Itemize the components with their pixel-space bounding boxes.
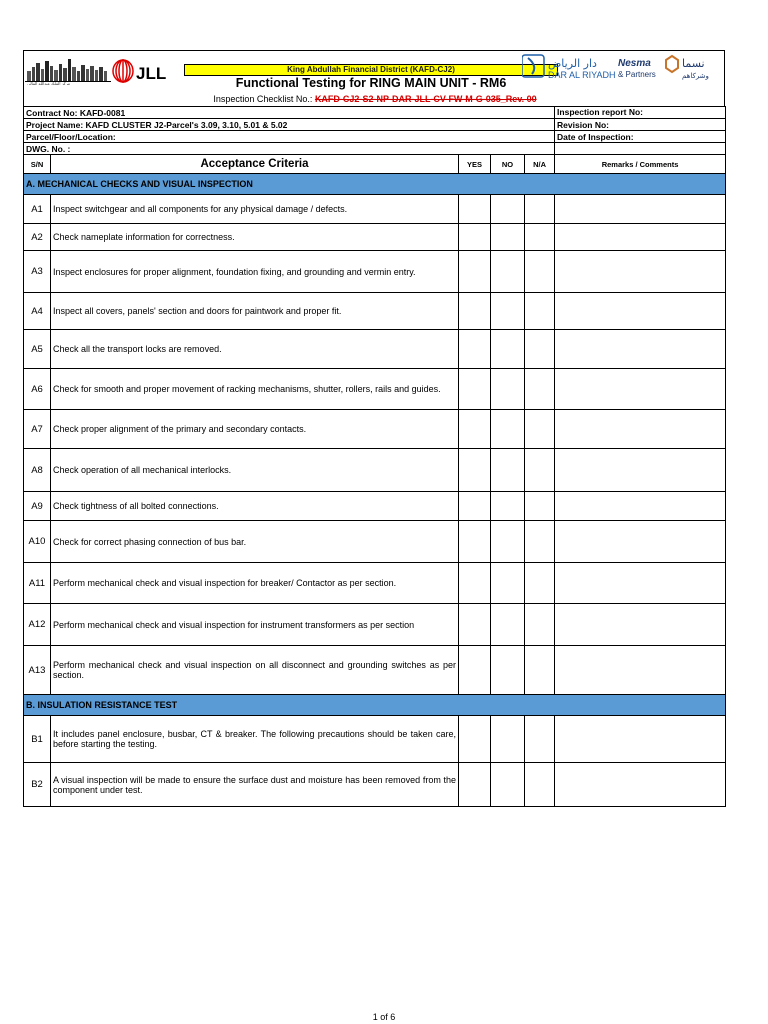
checklist-item-row [24, 410, 726, 449]
item-criteria-text: Perform mechanical check and visual inspection on all disconnect and grounding switches as per section. [51, 646, 459, 695]
col-yes: YES [459, 155, 491, 174]
column-header-row [24, 155, 726, 174]
item-no-cell[interactable] [491, 449, 525, 492]
item-yes-cell[interactable] [459, 195, 491, 224]
item-sn: A8 [24, 449, 51, 492]
dar-english-name: DAR AL RIYADH [548, 70, 616, 80]
item-yes-cell[interactable] [459, 293, 491, 330]
item-na-cell[interactable] [525, 716, 555, 763]
item-remarks-cell[interactable] [555, 716, 726, 763]
item-yes-cell[interactable] [459, 521, 491, 563]
item-sn: A10 [24, 521, 51, 563]
checklist-item-row [24, 224, 726, 251]
item-na-cell[interactable] [525, 449, 555, 492]
item-sn: A6 [24, 369, 51, 410]
item-no-cell[interactable] [491, 604, 525, 646]
item-remarks-cell[interactable] [555, 646, 726, 695]
item-remarks-cell[interactable] [555, 410, 726, 449]
item-na-cell[interactable] [525, 251, 555, 293]
item-remarks-cell[interactable] [555, 330, 726, 369]
item-criteria-text: A visual inspection will be made to ensure the surface dust and moisture has been removed from the component under test. [51, 763, 459, 807]
item-no-cell[interactable] [491, 330, 525, 369]
item-na-cell[interactable] [525, 224, 555, 251]
item-yes-cell[interactable] [459, 251, 491, 293]
nesma-arabic-sub: وشركاهم [682, 72, 709, 80]
item-na-cell[interactable] [525, 293, 555, 330]
item-na-cell[interactable] [525, 563, 555, 604]
item-no-cell[interactable] [491, 410, 525, 449]
parcel-location-field[interactable]: Parcel/Floor/Location: [24, 131, 555, 143]
item-sn: A11 [24, 563, 51, 604]
section-header [24, 174, 726, 195]
item-criteria-text: Check for smooth and proper movement of racking mechanisms, shutter, rollers, rails and guides. [51, 369, 459, 410]
checklist-item-row [24, 369, 726, 410]
item-no-cell[interactable] [491, 763, 525, 807]
item-na-cell[interactable] [525, 763, 555, 807]
item-criteria-text: Inspect switchgear and all components for any physical damage / defects. [51, 195, 459, 224]
checklist-item-row [24, 251, 726, 293]
item-remarks-cell[interactable] [555, 763, 726, 807]
item-no-cell[interactable] [491, 195, 525, 224]
nesma-hexagon-icon [666, 56, 678, 72]
kafd-jll-logo [25, 57, 185, 85]
item-sn: A5 [24, 330, 51, 369]
item-yes-cell[interactable] [459, 369, 491, 410]
checklist-item-row [24, 763, 726, 807]
item-remarks-cell[interactable] [555, 604, 726, 646]
item-criteria-text: Check proper alignment of the primary and secondary contacts. [51, 410, 459, 449]
item-remarks-cell[interactable] [555, 521, 726, 563]
skyline-icon [25, 59, 111, 82]
checklist-number: KAFD-CJ2-S2-NP-DAR-JLL-CV-FW-M-G-035_Rev. 00 [314, 94, 537, 104]
document-header [23, 50, 725, 106]
item-sn: B2 [24, 763, 51, 807]
info-row-dwg [24, 143, 726, 155]
checklist-item-row [24, 521, 726, 563]
item-na-cell[interactable] [525, 604, 555, 646]
revision-field[interactable]: Revision No: [555, 119, 726, 131]
col-na: N/A [525, 155, 555, 174]
item-yes-cell[interactable] [459, 604, 491, 646]
item-criteria-text: Perform mechanical check and visual inspection for breaker/ Contactor as per section. [51, 563, 459, 604]
item-na-cell[interactable] [525, 330, 555, 369]
item-remarks-cell[interactable] [555, 369, 726, 410]
item-remarks-cell[interactable] [555, 563, 726, 604]
nesma-partners: & Partners [618, 70, 656, 79]
col-sn: S/N [24, 155, 51, 174]
item-na-cell[interactable] [525, 410, 555, 449]
dar-arabic-name: دار الرياض [548, 57, 597, 70]
dwg-blank-cell [555, 143, 726, 155]
item-yes-cell[interactable] [459, 330, 491, 369]
item-yes-cell[interactable] [459, 410, 491, 449]
item-remarks-cell[interactable] [555, 251, 726, 293]
item-yes-cell[interactable] [459, 492, 491, 521]
col-remarks: Remarks / Comments [555, 155, 726, 174]
jll-wordmark: JLL [136, 64, 167, 83]
item-criteria-text: Check for correct phasing connection of bus bar. [51, 521, 459, 563]
item-no-cell[interactable] [491, 369, 525, 410]
item-criteria-text: Inspect all covers, panels' section and doors for paintwork and proper fit. [51, 293, 459, 330]
dwg-number-field[interactable]: DWG. No. : [24, 143, 555, 155]
kafd-arabic-caption: مركز الملك عبدالله المالي [27, 81, 71, 85]
item-sn: A3 [24, 251, 51, 293]
item-criteria-text: Perform mechanical check and visual inspection for instrument transformers as per section [51, 604, 459, 646]
checklist-item-row [24, 492, 726, 521]
checklist-item-row [24, 563, 726, 604]
checklist-number-line [24, 93, 726, 105]
checklist-item-row [24, 330, 726, 369]
item-sn: A4 [24, 293, 51, 330]
inspection-report-field[interactable]: Inspection report No: [555, 107, 726, 119]
item-sn: A7 [24, 410, 51, 449]
section-title: B. INSULATION RESISTANCE TEST [24, 695, 726, 716]
dar-nesma-logo [522, 54, 722, 82]
info-row-project [24, 119, 726, 131]
item-remarks-cell[interactable] [555, 293, 726, 330]
checklist-sheet [23, 50, 725, 807]
item-sn: A1 [24, 195, 51, 224]
item-na-cell[interactable] [525, 195, 555, 224]
item-criteria-text: Inspect enclosures for proper alignment, foundation fixing, and grounding and vermin entry. [51, 251, 459, 293]
checklist-item-row [24, 716, 726, 763]
item-yes-cell[interactable] [459, 449, 491, 492]
item-no-cell[interactable] [491, 293, 525, 330]
item-criteria-text: Check operation of all mechanical interlocks. [51, 449, 459, 492]
checklist-label: Inspection Checklist No.: [213, 94, 313, 104]
checklist-item-row [24, 195, 726, 224]
item-sn: A9 [24, 492, 51, 521]
item-sn: A2 [24, 224, 51, 251]
item-sn: A12 [24, 604, 51, 646]
item-criteria-text: It includes panel enclosure, busbar, CT & breaker. The following precautions should be taken care, before starting the testing. [51, 716, 459, 763]
contract-number: Contract No: KAFD-0081 [24, 107, 555, 119]
item-yes-cell[interactable] [459, 224, 491, 251]
nesma-name: Nesma [618, 58, 651, 69]
item-criteria-text: Check nameplate information for correctness. [51, 224, 459, 251]
jll-mark-icon [113, 60, 133, 82]
item-remarks-cell[interactable] [555, 224, 726, 251]
item-no-cell[interactable] [491, 716, 525, 763]
project-name: Project Name: KAFD CLUSTER J2-Parcel's 3.09, 3.10, 5.01 & 5.02 [24, 119, 555, 131]
item-remarks-cell[interactable] [555, 449, 726, 492]
item-na-cell[interactable] [525, 492, 555, 521]
checklist-item-row [24, 449, 726, 492]
inspection-date-field[interactable]: Date of Inspection: [555, 131, 726, 143]
item-yes-cell[interactable] [459, 646, 491, 695]
item-no-cell[interactable] [491, 646, 525, 695]
item-no-cell[interactable] [491, 224, 525, 251]
col-acceptance-criteria: Acceptance Criteria [51, 155, 459, 174]
page-title: Functional Testing for RING MAIN UNIT - RM6 [235, 76, 507, 90]
checklist-table [23, 106, 726, 807]
checklist-item-row [24, 293, 726, 330]
item-sn: A13 [24, 646, 51, 695]
item-yes-cell[interactable] [459, 716, 491, 763]
item-na-cell[interactable] [525, 521, 555, 563]
item-na-cell[interactable] [525, 369, 555, 410]
col-no: NO [491, 155, 525, 174]
dar-al-riyadh-icon [522, 55, 544, 77]
item-no-cell[interactable] [491, 521, 525, 563]
item-remarks-cell[interactable] [555, 492, 726, 521]
info-row-contract [24, 107, 726, 119]
item-criteria-text: Check all the transport locks are removed. [51, 330, 459, 369]
item-no-cell[interactable] [491, 563, 525, 604]
item-remarks-cell[interactable] [555, 195, 726, 224]
checklist-item-row [24, 646, 726, 695]
item-sn: B1 [24, 716, 51, 763]
section-title: A. MECHANICAL CHECKS AND VISUAL INSPECTION [24, 174, 726, 195]
district-banner: King Abdullah Financial District (KAFD-CJ2) [184, 64, 558, 76]
nesma-arabic-name: نسما [682, 57, 705, 70]
item-no-cell[interactable] [491, 251, 525, 293]
section-header [24, 695, 726, 716]
checklist-item-row [24, 604, 726, 646]
item-yes-cell[interactable] [459, 763, 491, 807]
item-na-cell[interactable] [525, 646, 555, 695]
item-criteria-text: Check tightness of all bolted connections. [51, 492, 459, 521]
info-row-parcel [24, 131, 726, 143]
item-yes-cell[interactable] [459, 563, 491, 604]
page-number: 1 of 6 [372, 1012, 396, 1022]
item-no-cell[interactable] [491, 492, 525, 521]
